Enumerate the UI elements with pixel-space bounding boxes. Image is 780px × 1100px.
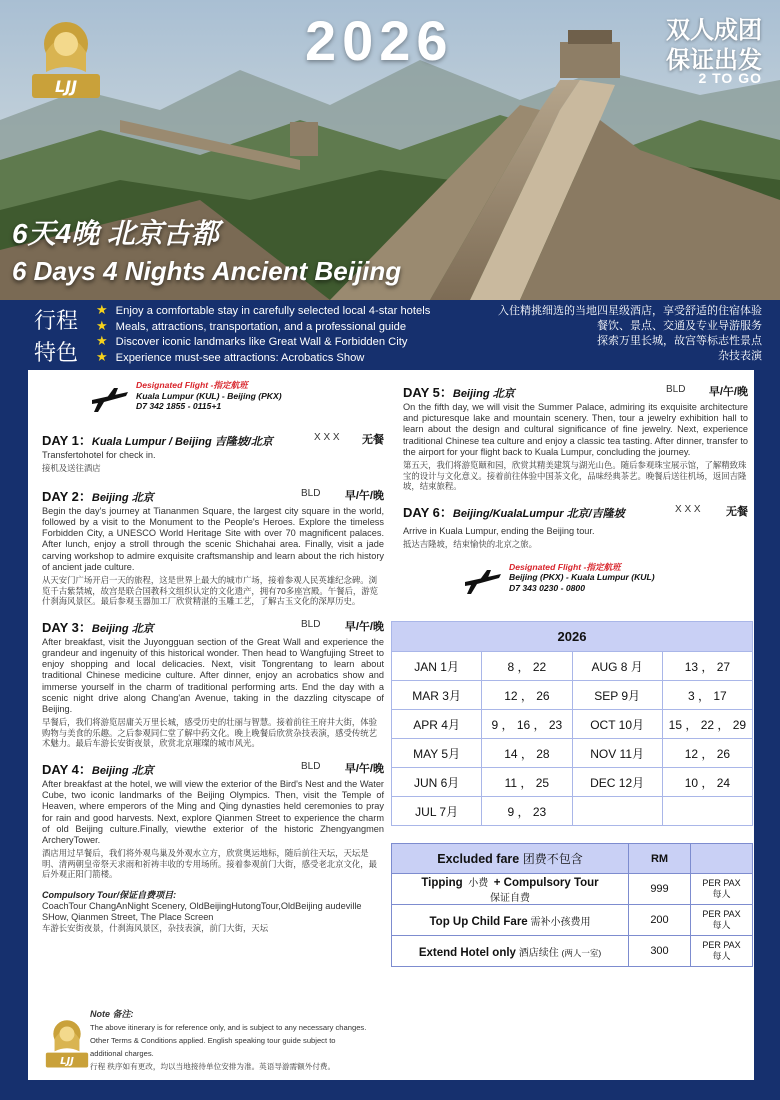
star-icon: ★ — [96, 348, 108, 364]
fee-per: PER PAX 每人 — [691, 905, 753, 936]
day-3-description-cn: 早餐后，我们将游览居庸关万里长城，感受历史的壮丽与智慧。接着前往王府井大街，体验购物与美食的乐趣。之后参观同仁堂了解中药文化。晚上晚餐后欣赏杂技表演，感受传统艺术魅力。最后车游长安街夜景，欣赏北京璀璨的城市风光。 — [42, 717, 377, 749]
compulsory-title: Compulsory Tour/保证自费项目: — [42, 890, 177, 900]
month-cell: APR 4月 — [392, 710, 482, 739]
fee-amount: 300 — [629, 936, 691, 967]
note-line: The above itinerary is for reference only, and is subject to any necessary changes. — [90, 1023, 367, 1032]
day-title: Kuala Lumpur / Beijing 吉隆坡/北京 — [91, 436, 273, 448]
month-cell: SEP 9月 — [572, 681, 662, 710]
table-row — [392, 905, 753, 936]
star-icon: ★ — [96, 333, 108, 348]
year-heading: 2026 — [305, 9, 454, 72]
dates-cell: 8 ， 22 — [482, 652, 572, 681]
star-icon: ★ — [96, 302, 108, 317]
tag-cn-group: 双人成团 — [666, 17, 762, 44]
day-title: Beijing 北京 — [91, 622, 154, 635]
feature-item: ★ Enjoy a comfortable stay in carefully selected local 4-star hotels — [96, 302, 431, 317]
flight-route: Beijing (PKX) - Kuala Lumpur (KUL) — [509, 572, 655, 583]
day-meals-cn: 无餐 — [362, 434, 384, 446]
brand-logo — [26, 12, 106, 102]
feature-item: ★ Experience must-see attractions: Acrobatics Show — [96, 348, 365, 364]
day-4-description-en: After breakfast at the hotel, we will view the exterior of the Bird's Nest and the Water Cube, two iconic landmarks of the Beijing Olympics. Then, visit the Temple of Heaven, where emperors of the Ming and Qing dynasties held ceremonies to pray for rain and good harvests. Next, explore Qianmen Street to experience the charm of old Beijing culture.Finally, viewthe exterior of the historic Zhengyangmen ArcheryTower. — [42, 779, 384, 846]
itinerary-left-column — [42, 376, 384, 934]
flight-number: D7 343 0230 - 0800 — [509, 582, 585, 593]
day-6-description-cn: 抵达吉隆坡，结束愉快的北京之旅。 — [403, 539, 537, 549]
feature-item-cn: 杂技表演 — [718, 350, 762, 362]
note-title: Note 备注: — [90, 1009, 134, 1019]
excluded-fare-table — [391, 843, 753, 967]
departure-calendar — [391, 621, 753, 826]
day-title: Beijing 北京 — [91, 491, 154, 504]
day-5-header — [403, 382, 748, 400]
outbound-flight — [42, 376, 384, 420]
day-5-description-en: On the fifth day, we will visit the Summer Palace, admiring its exquisite architecture and picturesque lake and mountain scenery. Then, tour a jewelry exhibition hall to learn about the design and cultural significance of fine jewelry. Next, experience traditional Chinese tea culture and enjoy a classic tea tasting. After dinner, transfer to the airport for your flight back to Kuala Lumpur, concluding the journey. — [403, 402, 748, 457]
day-3-header — [42, 617, 384, 635]
day-6-description-en: Arrive in Kuala Lumpur, ending the Beijing tour. — [403, 525, 595, 536]
flight-title: Designated Flight -指定航班 — [136, 380, 248, 390]
day-meals: BLD — [301, 487, 321, 499]
fees-header: Excluded fare 团费不包含 — [392, 844, 629, 874]
features-bar — [0, 300, 780, 368]
fee-item: Extend Hotel only 酒店续住 (两人一室) — [392, 936, 629, 967]
dates-cell — [662, 797, 752, 826]
fee-per: PER PAX 每人 — [691, 874, 753, 905]
day-meals: X X X — [675, 503, 701, 515]
day-meals: BLD — [301, 761, 321, 772]
fee-amount: 999 — [629, 874, 691, 905]
tag-cn-guarantee: 保证出发 — [666, 47, 762, 74]
month-cell: DEC 12月 — [572, 768, 662, 797]
fee-per: PER PAX 每人 — [691, 936, 753, 967]
day-5-description-cn: 第五天，我们将游览颐和园，欣赏其精美建筑与湖光山色。随后参观珠宝展示馆，了解精致珠宝的设计与文化意义。接着前往体验中国茶文化，品味经典茶艺。晚餐后送往机场，返回吉隆坡，结束旅程。 — [403, 460, 747, 492]
dates-cell: 13 ， 27 — [662, 652, 752, 681]
features-list-en — [96, 303, 430, 365]
fee-item: Tipping 小费 + Compulsory Tour 保证自费 — [392, 874, 629, 905]
feature-item-cn: 探索万里长城，故宫等标志性景点 — [597, 335, 762, 347]
feature-item-cn: 入住精挑细选的当地四星级酒店，享受舒适的住宿体验 — [498, 305, 762, 317]
tag-en-2-to-go: 2 TO GO — [698, 70, 762, 86]
day-meals-cn: 早/午/晚 — [344, 620, 384, 633]
airplane-icon — [463, 568, 503, 596]
flight-title: Designated Flight -指定航班 — [509, 561, 621, 572]
dates-cell: 14 ， 28 — [482, 739, 572, 768]
feature-item-cn: 餐饮、景点、交通及专业导游服务 — [597, 320, 762, 332]
day-meals-cn: 无餐 — [726, 505, 748, 518]
day-2-header — [42, 486, 384, 504]
fees-header-blank — [691, 844, 753, 874]
month-cell: JUN 6月 — [392, 768, 482, 797]
note-line: 行程 秩序如有更改，均以当地接待单位安排为准。英语导游需额外付费。 — [90, 1062, 336, 1071]
dates-cell: 10 ， 24 — [662, 768, 752, 797]
dates-cell: 11 ， 25 — [482, 768, 572, 797]
day-meals-cn: 早/午/晚 — [708, 386, 748, 398]
table-row — [392, 936, 753, 967]
dates-cell: 9 ， 16 ， 23 — [482, 710, 572, 739]
month-cell: NOV 11月 — [572, 739, 662, 768]
day-1-description-en: Transfertohotel for check in. — [42, 450, 156, 460]
note-line: Other Terms & Conditions applied. English speaking tour guide subject to — [90, 1036, 336, 1045]
features-list-cn — [498, 304, 762, 364]
fees-currency: RM — [629, 844, 691, 874]
features-label-1: 行程 — [34, 308, 79, 333]
table-row — [392, 797, 753, 826]
star-icon: ★ — [96, 317, 108, 333]
table-row — [392, 874, 753, 905]
month-cell — [572, 797, 662, 826]
features-label-2: 特色 — [34, 340, 79, 365]
tour-title-en: 6 Days 4 Nights Ancient Beijing — [12, 256, 402, 286]
day-title: Beijing/KualaLumpur 北京/吉隆坡 — [452, 507, 625, 520]
dates-cell: 3 ， 17 — [662, 681, 752, 710]
day-3-description-en: After breakfast, visit the Juyongguan section of the Great Wall and experience the grandeur and ingenuity of this historical wonder. Then head to Wangfujing Street to enjoy shopping and local delicacies. Next, visit Tongrentang to learn about traditional Chinese medicine culture. After dinner, enjoy an acrobatics show and immerse yourself in the charm of traditional performing arts. End the day with a scenic night drive along Chang'an Avenue, taking in the dazzling cityscape of Beijing. — [42, 636, 384, 715]
day-6-header — [403, 502, 748, 520]
note-text — [90, 1008, 400, 1073]
hero-banner — [0, 0, 780, 300]
flight-number: D7 342 1855 - 0115+1 — [136, 401, 222, 411]
table-row — [392, 681, 753, 710]
brand-logo-small — [42, 1014, 92, 1070]
table-row — [392, 710, 753, 739]
table-row — [392, 652, 753, 681]
return-flight — [403, 558, 748, 602]
month-cell: OCT 10月 — [572, 710, 662, 739]
month-cell: JAN 1月 — [392, 652, 482, 681]
month-cell: MAY 5月 — [392, 739, 482, 768]
day-label: DAY 4： — [42, 762, 92, 777]
day-4-header — [42, 759, 384, 777]
dates-cell: 12 ， 26 — [482, 681, 572, 710]
feature-item: ★ Meals, attractions, transportation, and a professional guide — [96, 317, 407, 333]
table-row — [392, 768, 753, 797]
dates-cell: 12 ， 26 — [662, 739, 752, 768]
airplane-icon — [90, 386, 130, 414]
day-title: Beijing 北京 — [91, 765, 154, 777]
day-meals: X X X — [314, 432, 340, 443]
feature-item: ★ Discover iconic landmarks like Great Wall & Forbidden City — [96, 333, 408, 348]
calendar-year: 2026 — [392, 622, 753, 652]
day-meals-cn: 早/午/晚 — [344, 763, 384, 775]
compulsory-list-cn: 车游长安街夜景，什刹海风景区，杂技表演，前门大街，天坛 — [42, 923, 269, 934]
day-label: DAY 6： — [403, 504, 453, 520]
dates-cell: 15 ， 22 ， 29 — [662, 710, 752, 739]
compulsory-list-en: CoachTour ChangAnNight Scenery, OldBeijingHutongTour,OldBeijing audeville SHow, Qianmen Street, The Place Screen — [42, 901, 362, 923]
day-label: DAY 3： — [42, 619, 92, 635]
day-1-description-cn: 接机及送往酒店 — [42, 463, 101, 474]
month-cell: MAR 3月 — [392, 681, 482, 710]
month-cell: JUL 7月 — [392, 797, 482, 826]
fee-amount: 200 — [629, 905, 691, 936]
day-2-description-cn: 从天安门广场开启一天的旅程，这是世界上最大的城市广场，接着参观人民英雄纪念碑。浏览千古紫禁城，故宫是联合国教科文组织认定的文化遗产，拥有70多座宫殿。午餐后，游览什刹海风景区。最后参观玉器加工厂欣赏精湛的玉雕工艺，了解古玉文化的深厚历史。 — [42, 575, 378, 607]
dates-cell: 9 ， 23 — [482, 797, 572, 826]
day-title: Beijing 北京 — [452, 388, 515, 400]
fee-item: Top Up Child Fare 需补小孩费用 — [392, 905, 629, 936]
svg-text:LJJ: LJJ — [54, 77, 78, 96]
table-row — [392, 739, 753, 768]
day-meals-cn: 早/午/晚 — [344, 489, 384, 502]
day-meals: BLD — [301, 618, 321, 630]
day-1-header — [42, 430, 384, 448]
day-label: DAY 5： — [403, 385, 453, 400]
itinerary-panel — [28, 370, 754, 1080]
itinerary-right-column — [403, 376, 748, 612]
day-2-description-en: Begin the day's journey at Tiananmen Square, the largest city square in the world, followed by a visit to the Monument to the People's Heroes. Explore the timeless Forbidden City, a UNESCO World Heritage Site with over 70 magnificent palaces. After lunch, enjoy a stroll through the scenic Shichahai area. Finally, visit a jade carving workshop to admire exquisite craftsmanship and learn about the rich history of ancient jade culture. — [42, 505, 384, 572]
month-cell: AUG 8 月 — [572, 652, 662, 681]
day-meals: BLD — [666, 384, 686, 395]
flight-route: Kuala Lumpur (KUL) - Beijing (PKX) — [136, 390, 282, 401]
day-label: DAY 1： — [42, 433, 92, 448]
svg-text:LJJ: LJJ — [60, 1055, 74, 1067]
note-line: additional charges. — [90, 1049, 154, 1058]
day-4-description-cn: 酒店用过早餐后，我们将外观鸟巢及外观水立方，欣赏奥运地标，随后前往天坛，天坛是明、清两朝皇帝祭天求雨和祈祷丰收的专用场所。接着参观前门大街，感受老北京文化，最后外观正阳门箭楼。 — [42, 848, 377, 880]
tour-title-cn: 6天4晚 北京古都 — [12, 218, 219, 249]
day-label: DAY 2： — [42, 488, 92, 504]
